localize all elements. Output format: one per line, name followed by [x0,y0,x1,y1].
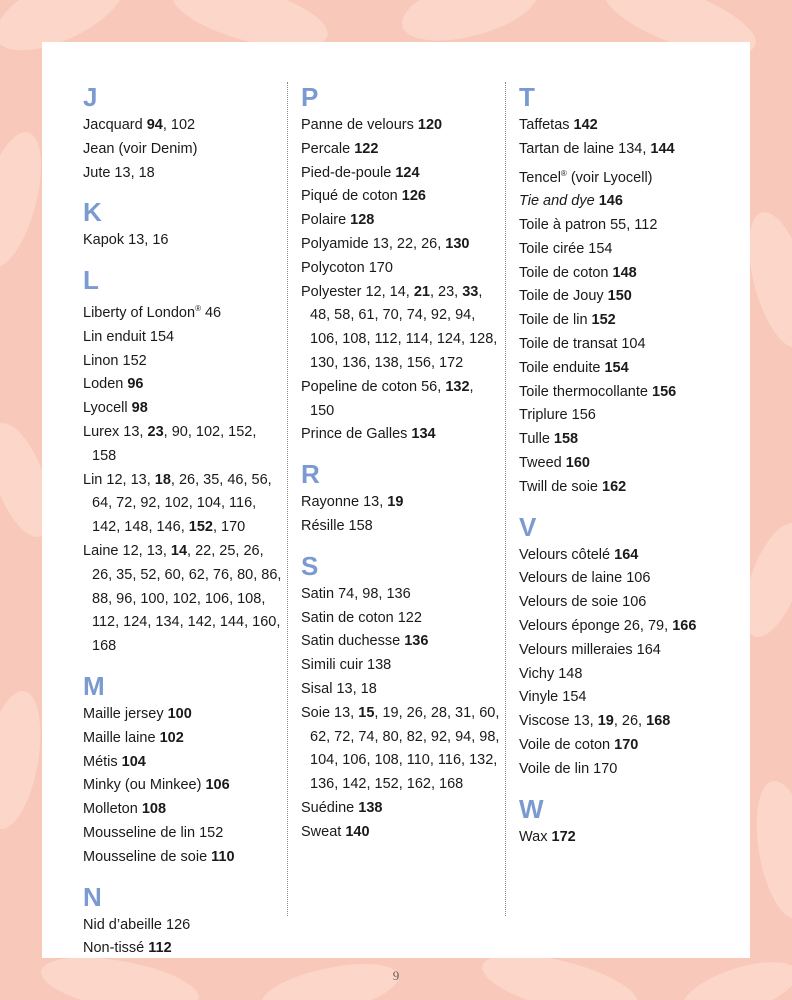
index-entry: Velours éponge 26, 79, 166 [519,617,697,634]
index-entry: Popeline de coton 56, 132, 150 [301,378,474,419]
index-entry: Simili cuir 138 [301,657,392,674]
index-entry: Lin enduit 154 [83,328,175,345]
index-entry: Satin de coton 122 [301,609,422,626]
index-entry: Panne de velours 120 [301,117,443,133]
index-entry: Percale 122 [301,140,379,157]
index-entry: Toile enduite 154 [519,359,629,376]
index-section-w [519,792,719,850]
index-section-s [301,549,501,845]
index-entry: Polyamide 13, 22, 26, 130 [301,235,470,252]
index-page [42,42,750,958]
section-letter: S [301,550,319,581]
index-entry: Sweat 140 [301,823,370,840]
index-entry: Nid d’abeille 126 [83,916,191,933]
index-entry: Soie 13, 15, 19, 26, 28, 31, 60, 62, 72, 74, 80, 82, 92, 94, 98, 104, 106, 108, 110, 116, 132, 136, 142, 152, 162, 168 [301,704,500,793]
index-entry: Vinyle 154 [519,689,587,706]
index-entry: Vichy 148 [519,665,583,682]
index-entry: Tartan de laine 134, 144 [519,140,675,157]
index-section-k [83,195,283,253]
index-entry: Taffetas 142 [519,117,598,133]
index-column-2 [301,80,501,845]
page-number: 9 [392,968,400,983]
section-letter: M [83,670,105,701]
index-entry: Sisal 13, 18 [301,680,377,697]
index-entry: Lin 12, 13, 18, 26, 35, 46, 56, 64, 72, 92, 102, 104, 116, 142, 148, 146, 152, 170 [83,471,272,536]
index-section-l [83,263,283,659]
section-letter: T [519,82,535,112]
index-entry: Maille laine 102 [83,729,184,746]
index-entry: Toile de Jouy 150 [519,288,632,305]
section-letter: N [83,881,102,912]
index-entry: Rayonne 13, 19 [301,494,404,511]
index-entry: Jute 13, 18 [83,164,155,181]
index-entry: Polycoton 170 [301,259,393,276]
index-entry: Velours milleraies 164 [519,641,661,658]
index-entry: Non-tissé 112 [83,940,172,957]
index-entry: Liberty of London® 46 [83,304,222,322]
index-entry: Mousseline de lin 152 [83,824,224,841]
index-section-t [519,80,719,500]
index-entry: Toile de lin 152 [519,312,616,329]
index-section-r [301,457,501,539]
section-letter: K [83,197,102,228]
index-entry: Tulle 158 [519,431,579,448]
index-entry: Triplure 156 [519,407,596,424]
index-entry: Tencel® (voir Lyocell) [519,168,653,186]
index-entry: Jean (voir Denim) [83,140,198,157]
index-entry: Viscose 13, 19, 26, 168 [519,713,671,730]
index-entry: Twill de soie 162 [519,478,627,495]
index-entry: Loden 96 [83,376,144,393]
index-entry: Kapok 13, 16 [83,232,169,249]
section-letter: P [301,82,319,112]
index-entry: Voile de lin 170 [519,760,618,777]
index-entry: Satin duchesse 136 [301,633,429,650]
index-entry: Pied-de-poule 124 [301,164,420,181]
index-entry: Tweed 160 [519,454,590,471]
index-entry: Voile de coton 170 [519,736,639,753]
index-entry: Mousseline de soie 110 [83,848,235,865]
index-entry: Minky (ou Minkee) 106 [83,777,230,794]
column-divider [505,82,506,916]
section-letter: W [519,793,544,824]
index-section-n [83,880,283,962]
index-entry: Prince de Galles 134 [301,426,436,443]
index-column-1 [83,80,283,961]
section-letter: L [83,265,99,296]
index-entry: Velours côtelé 164 [519,546,639,563]
index-entry: Wax 172 [519,828,576,845]
index-entry: Suédine 138 [301,799,383,816]
index-section-p [301,80,501,447]
index-entry: Polaire 128 [301,212,375,229]
index-section-j [83,80,283,185]
index-entry: Métis 104 [83,753,146,770]
index-entry: Piqué de coton 126 [301,188,426,205]
index-entry: Résille 158 [301,517,373,534]
index-entry: Laine 12, 13, 14, 22, 25, 26, 26, 35, 52, 60, 62, 76, 80, 86, 88, 96, 100, 102, 106, 108, 112, 124, 134, 142, 144, 160, 168 [83,542,282,655]
index-entry: Velours de laine 106 [519,570,651,587]
index-entry: Molleton 108 [83,801,167,818]
section-letter: J [83,82,98,112]
index-entry: Toile thermocollante 156 [519,383,677,400]
index-entry: Polyester 12, 14, 21, 23, 33, 48, 58, 61, 70, 74, 92, 94, 106, 108, 112, 114, 124, 128, 130, 136, 138, 156, 172 [301,283,498,371]
index-entry: Toile à patron 55, 112 [519,217,658,234]
index-entry: Velours de soie 106 [519,594,647,611]
index-entry: Toile de transat 104 [519,336,646,352]
index-entry: Tie and dye 146 [519,193,623,210]
index-entry: Jacquard 94, 102 [83,117,196,133]
index-entry: Satin 74, 98, 136 [301,585,411,602]
index-section-m [83,669,283,870]
index-entry: Linon 152 [83,352,147,369]
column-divider [287,82,288,916]
index-entry: Toile cirée 154 [519,240,613,257]
index-section-v [519,510,719,782]
index-column-3 [519,80,719,849]
section-letter: R [301,459,320,490]
index-entry: Maille jersey 100 [83,705,192,722]
index-entry: Toile de coton 148 [519,264,637,281]
section-letter: V [519,511,537,542]
index-entry: Lyocell 98 [83,400,148,417]
index-entry: Lurex 13, 23, 90, 102, 152, 158 [83,424,257,464]
